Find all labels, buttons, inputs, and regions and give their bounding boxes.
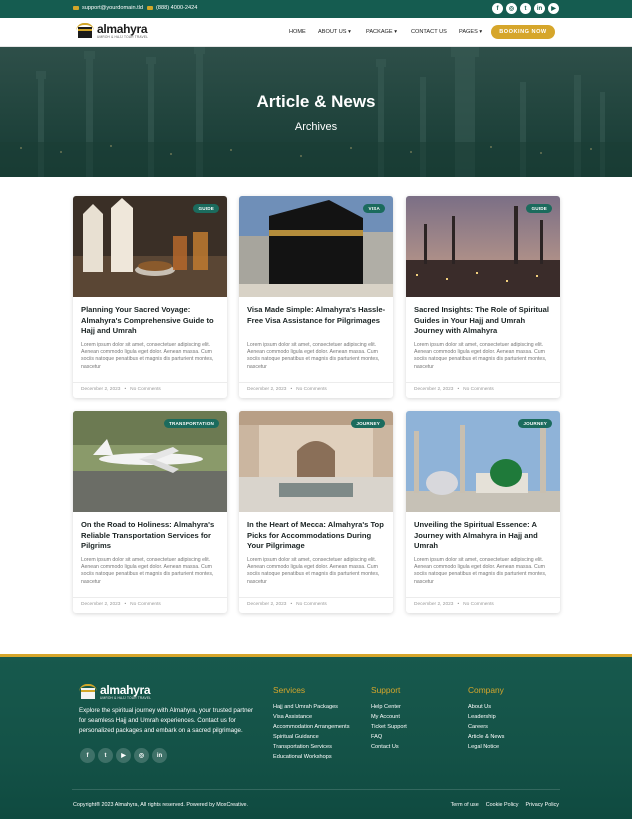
mosque-skyline-background: [0, 47, 632, 177]
kaaba-logo-icon: [79, 684, 97, 700]
post-thumbnail[interactable]: [239, 411, 393, 512]
footer-link[interactable]: Accommodation Arrangements: [273, 724, 350, 731]
footer-link[interactable]: Spiritual Guidance: [273, 734, 319, 741]
dot-separator-icon: •: [457, 602, 460, 607]
post-excerpt: Lorem ipsum dolor sit amet, consectetuer adipiscing elit. Aenean commodo ligula eget dolor. Aenean massa. Cum sociis natoque penatibus et magnis dis parturient montes, nascetur: [247, 557, 380, 585]
footer-column-heading: Company: [468, 685, 504, 695]
post-thumbnail[interactable]: [406, 411, 560, 512]
footer-company-column: [468, 685, 504, 752]
dot-separator-icon: •: [457, 387, 460, 392]
post-title[interactable]: Visa Made Simple: Almahyra's Hassle-Free Visa Assistance for Pilgrimages: [247, 305, 386, 325]
chevron-down-icon: ▾: [394, 29, 398, 35]
instagram-icon[interactable]: ◎: [134, 748, 149, 763]
page-subtitle: Archives: [294, 121, 338, 133]
post-comments[interactable]: No Comments: [463, 387, 494, 392]
footer-link[interactable]: About Us: [468, 704, 492, 710]
footer-logo-tagline: UMROH & HAJJ TOUR TRAVEL: [100, 695, 152, 700]
post-card[interactable]: [73, 196, 227, 398]
post-meta: [406, 382, 560, 392]
phone-text[interactable]: (888) 4000-2424: [156, 5, 198, 11]
post-excerpt: Lorem ipsum dolor sit amet, consectetuer adipiscing elit. Aenean commodo ligula eget dolor. Aenean massa. Cum sociis natoque penatibus et magnis dis parturient montes, nascetur: [81, 342, 214, 370]
post-title[interactable]: Unveiling the Spiritual Essence: A Journey with Almahyra in Hajj and Umrah: [414, 520, 538, 551]
facebook-icon[interactable]: f: [492, 3, 503, 14]
topbar-socials: [492, 3, 559, 14]
nav-about-us[interactable]: ABOUT US ▾: [318, 29, 351, 35]
footer-services-column: [273, 685, 350, 763]
post-meta: [239, 382, 393, 392]
post-meta: [239, 597, 393, 607]
cookie-policy-link[interactable]: Cookie Policy: [485, 802, 519, 808]
main-navbar: [0, 18, 632, 47]
logo-name: almahyra: [97, 21, 148, 36]
facebook-icon[interactable]: f: [80, 748, 95, 763]
footer-link[interactable]: Leadership: [468, 714, 496, 721]
footer-link[interactable]: Visa Assistance: [273, 714, 313, 721]
footer-link[interactable]: Contact Us: [371, 744, 399, 751]
footer-link[interactable]: Help Center: [371, 704, 401, 710]
logo-tagline: UMROH & HAJJ TOUR TRAVEL: [97, 34, 149, 39]
footer-logo[interactable]: [79, 684, 151, 700]
mail-icon: [73, 6, 79, 10]
category-badge[interactable]: VISA: [363, 204, 385, 213]
footer-link[interactable]: Educational Workshops: [273, 754, 332, 761]
post-comments[interactable]: No Comments: [130, 602, 161, 607]
post-comments[interactable]: No Comments: [130, 387, 161, 392]
category-badge[interactable]: GUIDE: [193, 204, 219, 213]
post-thumbnail[interactable]: [73, 196, 227, 297]
post-excerpt: Lorem ipsum dolor sit amet, consectetuer adipiscing elit. Aenean commodo ligula eget dolor. Aenean massa. Cum sociis natoque penatibus et magnis dis parturient montes, nascetur: [414, 342, 547, 370]
footer-link[interactable]: Transportation Services: [273, 744, 332, 751]
page-hero: [0, 47, 632, 177]
dot-separator-icon: •: [290, 387, 293, 392]
site-logo[interactable]: [76, 23, 148, 39]
post-thumbnail[interactable]: [73, 411, 227, 512]
nav-pages[interactable]: PAGES ▾: [459, 29, 483, 35]
dot-separator-icon: •: [124, 602, 127, 607]
post-date: December 2, 2023: [414, 602, 454, 607]
post-title[interactable]: In the Heart of Mecca: Almahyra's Top Picks for Accommodations During Your Pilgrimage: [247, 520, 384, 551]
dot-separator-icon: •: [124, 387, 127, 392]
post-title[interactable]: Planning Your Sacred Voyage: Almahyra's Comprehensive Guide to Hajj and Umrah: [81, 305, 214, 336]
post-date: December 2, 2023: [414, 387, 454, 392]
youtube-icon[interactable]: ▶: [548, 3, 559, 14]
post-meta: [73, 382, 227, 392]
post-comments[interactable]: No Comments: [296, 602, 327, 607]
page-title: Article & News: [256, 92, 376, 111]
footer-description: Explore the spiritual journey with Almahyra, your trusted partner for seamless Hajj and Umrah experiences. Contact us for personalized packages and embark on a sacred pilgrimage.: [79, 707, 254, 734]
copyright-text: Copyright® 2023 Almahyra, All rights reserved. Powered by MoxCreative.: [73, 802, 249, 808]
post-meta: [73, 597, 227, 607]
nav-contact-us[interactable]: CONTACT US: [411, 29, 447, 35]
post-card[interactable]: [406, 411, 560, 613]
nav-package[interactable]: PACKAGE ▾: [366, 29, 398, 35]
footer-link[interactable]: Legal Notice: [468, 744, 500, 751]
footer-divider: [72, 789, 560, 790]
email-contact[interactable]: [73, 5, 143, 11]
post-date: December 2, 2023: [247, 602, 287, 607]
main-menu: [289, 29, 499, 35]
footer-column-heading: Support: [371, 685, 401, 695]
terms-link[interactable]: Term of use: [450, 802, 479, 808]
post-title[interactable]: On the Road to Holiness: Almahyra's Reliable Transportation Services for Pilgrims: [81, 520, 215, 551]
chevron-down-icon: ▾: [348, 29, 351, 35]
kaaba-logo-icon: [76, 23, 94, 39]
footer-logo-name: almahyra: [100, 682, 151, 697]
instagram-icon[interactable]: ◎: [506, 3, 517, 14]
post-card[interactable]: [239, 196, 393, 398]
site-footer: [0, 654, 632, 819]
category-badge[interactable]: TRANSPORTATION: [164, 419, 219, 428]
post-card[interactable]: [73, 411, 227, 613]
footer-socials: [80, 748, 167, 763]
category-badge[interactable]: GUIDE: [526, 204, 552, 213]
footer-column-heading: Services: [273, 685, 306, 695]
twitter-icon[interactable]: t: [98, 748, 113, 763]
youtube-icon[interactable]: ▶: [116, 748, 131, 763]
post-excerpt: Lorem ipsum dolor sit amet, consectetuer adipiscing elit. Aenean commodo ligula eget dolor. Aenean massa. Cum sociis natoque penatibus et magnis dis parturient montes, nascetur: [414, 557, 547, 585]
footer-link[interactable]: Ticket Support: [371, 724, 407, 731]
post-thumbnail[interactable]: [239, 196, 393, 297]
linkedin-icon[interactable]: in: [534, 3, 545, 14]
post-excerpt: Lorem ipsum dolor sit amet, consectetuer adipiscing elit. Aenean commodo ligula eget dolor. Aenean massa. Cum sociis natoque penatibus et magnis dis parturient montes, nascetur: [81, 557, 214, 585]
phone-icon: [147, 6, 153, 10]
post-card[interactable]: [239, 411, 393, 613]
post-comments[interactable]: No Comments: [463, 602, 494, 607]
category-badge[interactable]: JOURNEY: [351, 419, 385, 428]
post-date: December 2, 2023: [247, 387, 287, 392]
chevron-down-icon: ▾: [479, 29, 483, 35]
nav-home[interactable]: HOME: [289, 29, 306, 35]
top-bar: [0, 0, 632, 18]
post-thumbnail[interactable]: [406, 196, 560, 297]
post-date: December 2, 2023: [81, 602, 121, 607]
footer-link[interactable]: Article & News: [468, 734, 505, 741]
footer-link[interactable]: FAQ: [371, 734, 383, 741]
legal-links: [451, 802, 559, 808]
post-card[interactable]: [406, 196, 560, 398]
post-comments[interactable]: No Comments: [296, 387, 327, 392]
phone-contact[interactable]: [147, 5, 197, 11]
twitter-icon[interactable]: t: [520, 3, 531, 14]
footer-link[interactable]: Careers: [468, 724, 488, 731]
post-meta: [406, 597, 560, 607]
post-date: December 2, 2023: [81, 387, 121, 392]
dot-separator-icon: •: [290, 602, 293, 607]
booking-now-button[interactable]: BOOKING NOW: [491, 25, 555, 39]
post-title[interactable]: Sacred Insights: The Role of Spiritual Guides in Your Hajj and Umrah Journey with Almahyra: [414, 305, 550, 336]
email-text[interactable]: support@yourdomain.tld: [82, 5, 144, 11]
footer-link[interactable]: Hajj and Umrah Packages: [273, 704, 338, 710]
linkedin-icon[interactable]: in: [152, 748, 167, 763]
category-badge[interactable]: JOURNEY: [518, 419, 552, 428]
footer-support-column: [371, 685, 407, 752]
privacy-policy-link[interactable]: Privacy Policy: [525, 802, 559, 808]
footer-link[interactable]: My Account: [371, 714, 400, 721]
post-excerpt: Lorem ipsum dolor sit amet, consectetuer adipiscing elit. Aenean commodo ligula eget dolor. Aenean massa. Cum sociis natoque penatibus et magnis dis parturient montes, nascetur: [247, 342, 380, 370]
